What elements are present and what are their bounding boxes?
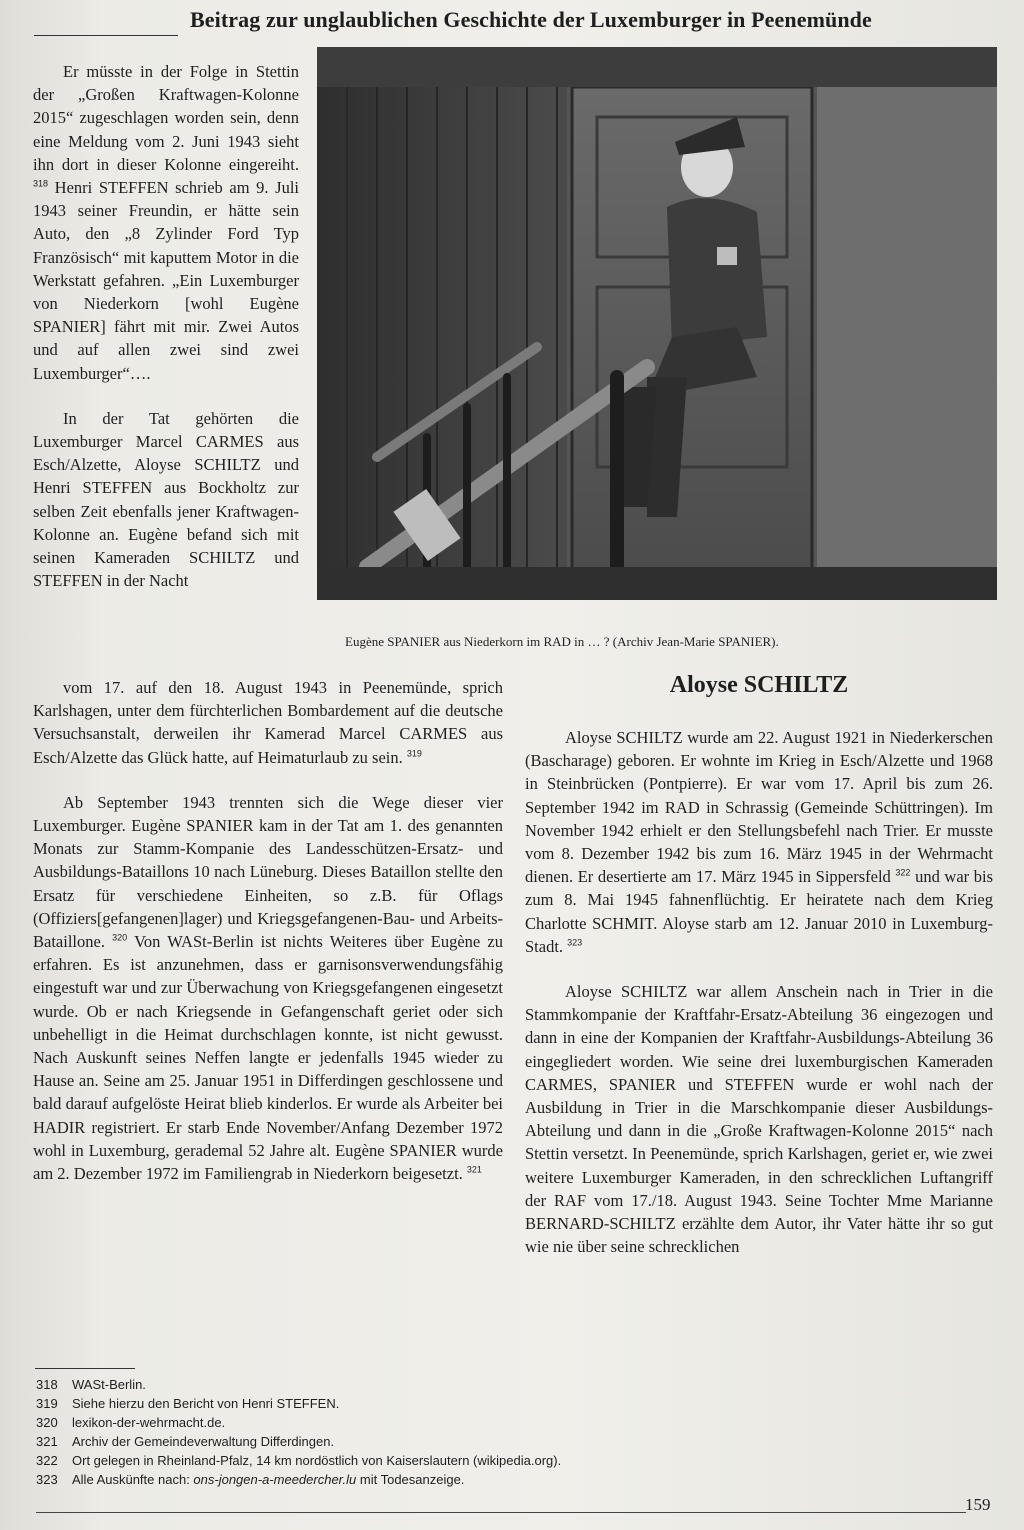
right-body-column <box>525 726 993 1258</box>
page-number: 159 <box>965 1495 991 1514</box>
left-body-column <box>33 676 503 1185</box>
footnote: 320 lexikon-der-wehrmacht.de. <box>36 1415 226 1430</box>
footnote: 323 Alle Auskünfte nach: ons-jongen-a-meedercher.lu mit Todesanzeige. <box>36 1472 465 1487</box>
footnote-ref: 321 <box>466 1164 482 1175</box>
section-heading: Aloyse SCHILTZ <box>669 672 849 698</box>
footnote: 318 WASt-Berlin. <box>36 1377 146 1392</box>
footnote: 319 Siehe hierzu den Bericht von Henri STEFFEN. <box>36 1396 340 1411</box>
footnotes <box>36 1375 736 1489</box>
footnote: 321 Archiv der Gemeindeverwaltung Differdingen. <box>36 1434 335 1449</box>
left-top-column <box>33 60 299 592</box>
paragraph: Ab September 1943 trennten sich die Wege dieser vier Luxemburger. Eugène SPANIER kam in der Tat am 1. des genannten Monats zur Stamm-Kompanie des Landesschützen-Ersatz- und Ausbildungs-Bataillons 10 nach Lüneburg. Dieses Bataillon stellte den Ersatz für verschiedene Einheiten, so z.B. für Oflags (Offiziers[gefangenen]lager) und Kriegsgefangenen-Bau- und Arbeits-Bataillone. $^{320}$ Von WASt-Berlin ist nichts Weiteres über Eugène zu erfahren. Es ist anzunehmen, dass er garnisonsverwendungsfähig eingestuft war und zur Überwachung von Kriegsgefangenen eingesetzt wurde. Ob er nach Kriegsende in Gefangenschaft geriet oder sich unbehelligt in die Heimat durchschlagen konnte, ist nicht gewusst. Nach Auskunft seines Neffen langte er jedenfalls 1945 wieder zu Hause an. Seine am 25. Januar 1951 in Differdingen geschlossene und bald darauf aufgelöste Heirat blieb kinderlos. Er wurde als Arbeiter bei HADIR registriert. Er starb Ende November/Anfang Dezember 1972 wohl in Luxemburg, gerademal 52 Jahre alt. Eugène SPANIER wurde am 2. Dezember 1972 im Familiengrab in Niederkorn beigesetzt. $^{321}$ <box>33 792 504 1184</box>
paragraph: vom 17. auf den 18. August 1943 in Peenemünde, sprich Karlshagen, unter dem fürchterlichen Bombardement auf die deutsche Versuchsanstalt, derweilen ihr Kamerad Marcel CARMES aus Esch/Alzette das Glück hatte, auf Heimaturlaub zu sein. $^{319}$ <box>33 678 503 767</box>
photo-caption: Eugène SPANIER aus Niederkorn im RAD in … ? (Archiv Jean-Marie SPANIER). <box>345 634 779 649</box>
footnote-ref: 323 <box>567 937 583 948</box>
paragraph: Er müsste in der Folge in Stettin der „Großen Kraftwagen-Kolonne 2015“ zugeschlagen worden sein, denn eine Meldung vom 2. Juni 1943 sieht ihn dort in dieser Kolonne eingereiht. $^{318}$ Henri STEFFEN schrieb am 9. Juli 1943 seiner Freundin, er hätte sein Auto, den „8 Zylinder Ford Typ Französisch“ mit kaputtem Motor in die Werkstatt gefahren. „Ein Luxemburger von Niederkorn [wohl Eugène SPANIER] fährt mit mir. Zwei Autos und auf allen zwei sind zwei Luxemburger“…. <box>33 62 299 383</box>
header-rule <box>34 35 178 36</box>
source-link-text: ons-jongen-a-meedercher.lu <box>193 1472 357 1487</box>
footnote-rule <box>35 1368 135 1369</box>
running-head: Beitrag zur unglaublichen Geschichte der Luxemburger in Peenemünde <box>190 7 872 32</box>
archival-photo <box>317 47 997 600</box>
footnote-ref: 319 <box>406 748 422 759</box>
paragraph: Aloyse SCHILTZ war allem Anschein nach in Trier in die Stammkompanie der Kraftfahr-Ersatz-Abteilung 36 eingezogen und dann in eine der Kompanien der Kraftfahr-Ausbildungs-Abteilung 36 eingegliedert worden. Wie seine drei luxemburgischen Kameraden CARMES, SPANIER und STEFFEN wurde er wohl nach der Ausbildung in Trier in die Marschkompanie dieser Ausbildungs-Abteilung und dann in die „Große Kraftwagen-Kolonne 2015“ nach Stettin versetzt. In Peenemünde, sprich Karlshagen, geriet er, wie zwei weitere Luxemburger Kameraden, in den schrecklichen Luftangriff der RAF vom 17./18. August 1943. Seine Tochter Mme Marianne BERNARD-SCHILTZ erzählte dem Autor, ihr Vater hätte ihr so gut wie nie über seine schrecklichen <box>525 982 993 1257</box>
footnote-ref: 322 <box>895 867 911 878</box>
footnote: 322 Ort gelegen in Rheinland-Pfalz, 14 km nordöstlich von Kaiserslautern (wikipedia.org). <box>36 1453 562 1468</box>
footer-rule <box>36 1512 966 1513</box>
footnote-ref: 320 <box>112 932 128 943</box>
footnote-ref: 318 <box>33 178 49 189</box>
paragraph: Aloyse SCHILTZ wurde am 22. August 1921 in Niederkerschen (Bascharage) geboren. Er wohnte im Krieg in Esch/Alzette und 1968 in Steinbrücken (Pontpierre). Er war vom 17. April bis zum 26. September 1942 im RAD in Schrassig (Gemeinde Schüttringen). Im November 1942 erhielt er den Stellungsbefehl nach Trier. Er musste vom 8. Dezember 1942 bis zum 16. März 1945 in der Wehrmacht dienen. Er desertierte am 17. März 1945 in Sippersfeld $^{322}$ und war bis zum 8. Mai 1945 fahnenflüchtig. Er heiratete nach dem Krieg Charlotte SCHMIT. Aloyse starb am 12. Januar 2010 in Luxemburg-Stadt. $^{323}$ <box>525 728 994 956</box>
paragraph: In der Tat gehörten die Luxemburger Marcel CARMES aus Esch/Alzette, Aloyse SCHILTZ und Henri STEFFEN aus Bockholtz zur selben Zeit ebenfalls jener Kraftwagen-Kolonne an. Eugène befand sich mit seinen Kameraden SCHILTZ und STEFFEN in der Nacht <box>33 408 299 591</box>
